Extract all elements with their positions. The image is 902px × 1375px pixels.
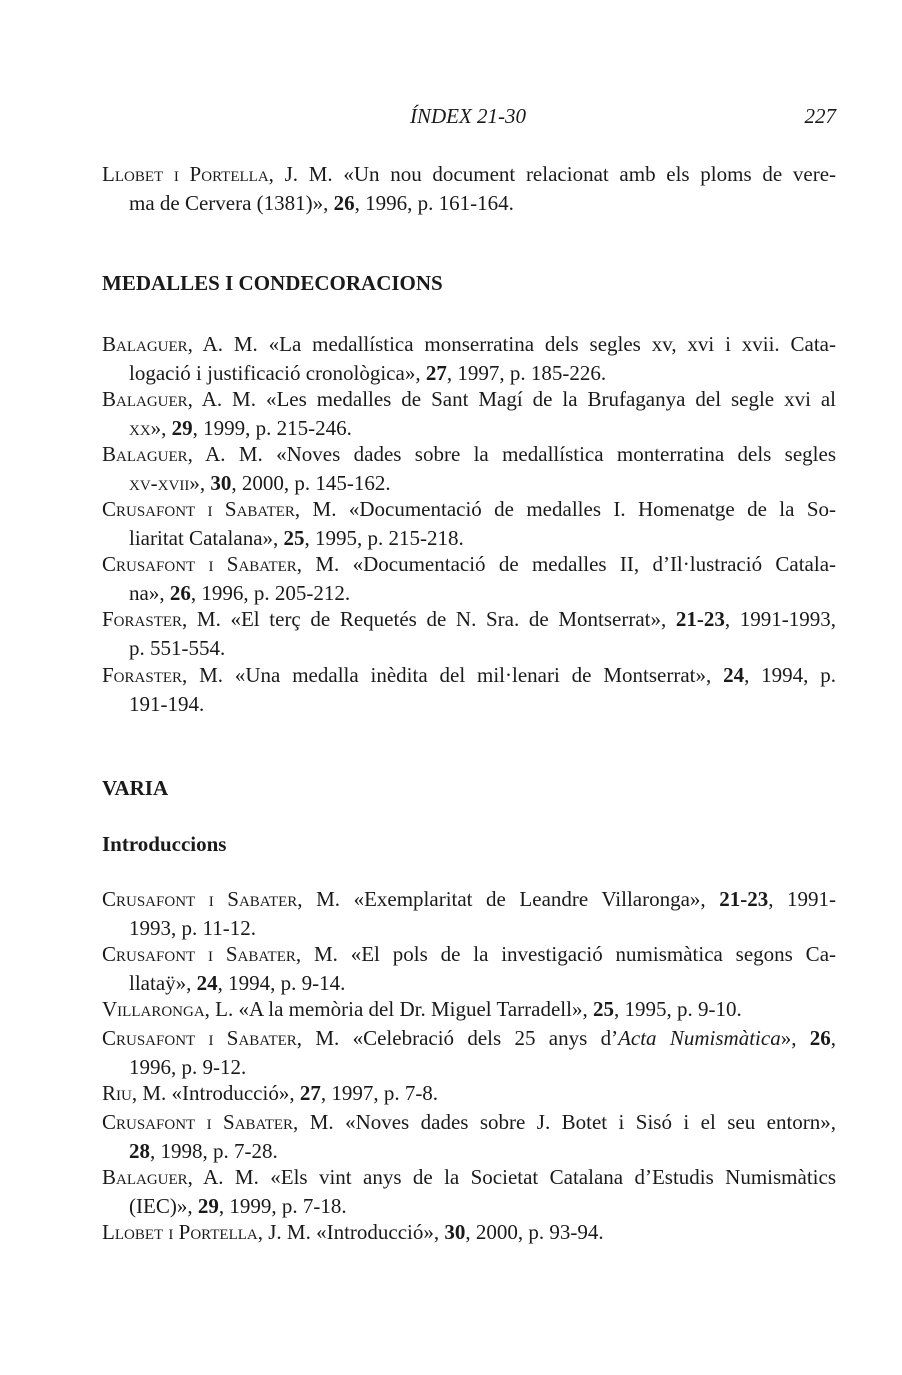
entry-title: «Introducció», [171, 1081, 300, 1105]
entry-author: Balaguer, A. M. [102, 387, 256, 411]
bib-entry [102, 940, 836, 998]
entry-year: , 2000, p. 93-94. [465, 1220, 604, 1244]
running-header [100, 104, 836, 134]
section-heading: MEDALLES I CONDECORACIONS [102, 271, 443, 295]
entry-volume: 26 [333, 191, 355, 215]
entry-pages: , 1995, p. 215-218. [304, 526, 464, 550]
entry-pages: , 1996, p. 161-164. [354, 191, 514, 215]
bib-entry [102, 440, 836, 498]
bib-entry [102, 661, 836, 719]
entry-title: «Introducció», [316, 1220, 445, 1244]
entry-author: Foraster, M. [102, 663, 224, 687]
entry-journal: Acta Numismàtica [618, 1026, 781, 1050]
entry-pages: p. 551-554. [129, 636, 226, 660]
bib-entry [102, 550, 836, 608]
entry-author: Crusafont i Sabater, M. [102, 1110, 334, 1134]
entry-volume: 25 [283, 526, 305, 550]
entry-year: , [830, 1026, 837, 1050]
bib-entry [102, 605, 836, 663]
entry-volume: 27 [425, 361, 447, 385]
entry-author: Riu, M. [102, 1081, 167, 1105]
entry-year: , 1991- [768, 887, 837, 911]
bib-entry [102, 1163, 836, 1221]
bib-entry [102, 330, 836, 388]
entry-title-cont: logació i justificació cronològica», [129, 361, 426, 385]
entry-volume: 24 [723, 663, 745, 687]
entry-author: Crusafont i Sabater, M. [102, 887, 341, 911]
entry-volume: 24 [196, 971, 218, 995]
entry-pages: 191-194. [129, 692, 205, 716]
entry-year: , 1994, p. [744, 663, 836, 687]
entry-year: , 1995, p. 9-10. [613, 997, 742, 1021]
entry-pages: , 1999, p. 7-18. [218, 1194, 347, 1218]
bib-entry [102, 160, 836, 218]
entry-pages: , 1998, p. 7-28. [150, 1139, 278, 1163]
entry-title: «Documentació de medalles II, d’Il·lustració Catala- [352, 552, 837, 576]
entry-pages: , 2000, p. 145-162. [231, 471, 391, 495]
entry-title-cont: (IEC)», [129, 1194, 198, 1218]
entry-author: Balaguer, A. M. [102, 1165, 259, 1189]
entry-title: «Noves dades sobre J. Botet i Sisó i el seu entorn», [345, 1110, 837, 1134]
entry-volume: 26 [169, 581, 191, 605]
entry-volume: 21-23 [675, 607, 725, 631]
entry-title: «Una medalla inèdita del mil·lenari de Montserrat», [234, 663, 724, 687]
entry-author: Llobet i Portella, J. M. [102, 162, 333, 186]
bib-entry [102, 1108, 836, 1166]
entry-title: «Celebració dels 25 anys d’ [352, 1026, 619, 1050]
entry-title-cont: xv-xvii», [129, 471, 211, 495]
entry-title: «A la memòria del Dr. Miguel Tarradell», [238, 997, 593, 1021]
entry-author: Foraster, M. [102, 607, 221, 631]
entry-title-cont: liaritat Catalana», [129, 526, 284, 550]
entry-volume: 21-23 [719, 887, 769, 911]
entry-pages: , 1994, p. 9-14. [217, 971, 346, 995]
entry-title: «Exemplaritat de Leandre Villaronga», [353, 887, 720, 911]
bib-entry [102, 995, 836, 1024]
entry-volume: 29 [171, 416, 193, 440]
entry-author: Crusafont i Sabater, M. [102, 1026, 340, 1050]
entry-pages: 1993, p. 11-12. [129, 916, 256, 940]
entry-title: «El pols de la investigació numismàtica segons Ca- [350, 942, 837, 966]
entry-pages: 1996, p. 9-12. [129, 1055, 247, 1079]
entry-author: Crusafont i Sabater, M. [102, 942, 338, 966]
entry-volume: 26 [809, 1026, 831, 1050]
bib-entry [102, 1218, 836, 1247]
entry-title: «La medallística monserratina dels segles xv, xvi i xvii. Cata- [268, 332, 836, 356]
entry-author: Llobet i Portella, J. M. [102, 1220, 311, 1244]
entry-title-cont: xx», [129, 416, 172, 440]
entry-volume: 27 [299, 1081, 321, 1105]
entry-author: Crusafont i Sabater, M. [102, 552, 340, 576]
entry-pages: , 1997, p. 185-226. [446, 361, 607, 385]
running-title: ÍNDEX 21-30 [409, 104, 527, 128]
bib-entry [102, 1079, 836, 1108]
entry-title-cont: ma de Cervera (1381)», [129, 191, 334, 215]
entry-quote-close: », [780, 1026, 810, 1050]
entry-author: Villaronga, L. [102, 997, 234, 1021]
entry-volume: 28 [129, 1139, 150, 1163]
entry-title: «Documentació de medalles I. Homenatge de la So- [348, 497, 836, 521]
subsection-heading: Introduccions [102, 832, 227, 856]
entry-volume: 25 [592, 997, 614, 1021]
bib-entry [102, 495, 836, 553]
entry-title: «Les medalles de Sant Magí de la Brufaganya del segle xvi al [265, 387, 837, 411]
entry-title-cont: na», [129, 581, 170, 605]
entry-year: , 1997, p. 7-8. [320, 1081, 439, 1105]
entry-pages: , 1999, p. 215-246. [192, 416, 352, 440]
entry-title: «Un nou document relacionat amb els ploms de vere- [343, 162, 837, 186]
entry-title-cont: llataÿ», [129, 971, 197, 995]
entry-volume: 29 [197, 1194, 219, 1218]
entry-author: Crusafont i Sabater, M. [102, 497, 337, 521]
entry-title: «Els vint anys de la Societat Catalana d’Estudis Numismàtics [270, 1165, 836, 1189]
entry-author: Balaguer, A. M. [102, 332, 258, 356]
entry-year: , 1991-1993, [724, 607, 836, 631]
entry-title: «Noves dades sobre la medallística monterratina dels segles [276, 442, 836, 466]
bib-entry [102, 1024, 836, 1082]
entry-author: Balaguer, A. M. [102, 442, 263, 466]
page-number: 227 [804, 104, 836, 128]
bib-entry [102, 385, 836, 443]
bib-entry [102, 885, 836, 943]
entry-volume: 30 [210, 471, 232, 495]
section-heading: VARIA [102, 776, 169, 800]
entry-pages: , 1996, p. 205-212. [190, 581, 351, 605]
entry-volume: 30 [444, 1220, 466, 1244]
entry-title: «El terç de Requetés de N. Sra. de Montserrat», [230, 607, 676, 631]
